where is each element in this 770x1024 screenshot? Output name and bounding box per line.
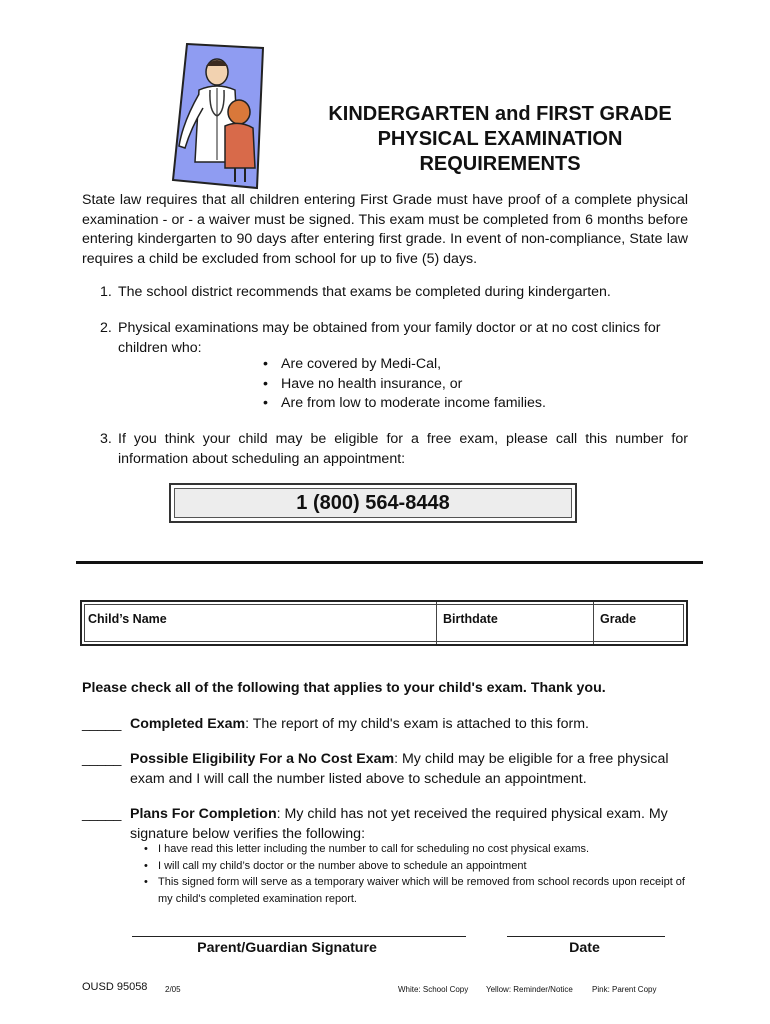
option-plans-for-completion (82, 805, 692, 844)
option-text: : My child may be eligible for a free physical exam and I will call the number listed above to schedule an appointment. (130, 751, 669, 787)
list-item-1 (100, 283, 690, 303)
parent-signature-label: Parent/Guardian Signature (197, 940, 377, 956)
bullet-icon: • (144, 843, 148, 855)
title-line-1: KINDERGARTEN and FIRST GRADE (328, 103, 672, 125)
bullet-icon: • (144, 859, 148, 872)
child-name-label: Child’s Name (88, 612, 167, 626)
option-label: Possible Eligibility For a No Cost Exam (130, 751, 395, 767)
option-completed-exam (82, 715, 692, 735)
copy-white: White: School Copy (398, 985, 469, 994)
grade-field[interactable] (594, 602, 690, 644)
verification-item: • I have read this letter including the number to call for scheduling no cost physical exams. (138, 841, 698, 858)
option-text: : The report of my child's exam is attached to this form. (245, 716, 589, 732)
title-line-3: REQUIREMENTS (419, 153, 581, 175)
grade-label: Grade (600, 612, 637, 626)
copy-yellow: Yellow: Reminder/Notice (486, 985, 573, 994)
phone-number-box (169, 483, 577, 523)
option-text: : My child has not yet received the required physical exam. My signature below verifies the following: (130, 806, 668, 842)
phone-number: 1 (800) 564-8448 (296, 491, 450, 514)
doctor-with-child-icon (165, 42, 265, 192)
title-line-2: PHYSICAL EXAMINATION (377, 128, 623, 150)
divider (76, 561, 703, 564)
list-item-3 (100, 430, 688, 469)
bullet-icon: • (263, 356, 268, 372)
verification-list (138, 841, 698, 907)
birthdate-label: Birthdate (443, 612, 498, 626)
form-revision: 2/05 (165, 985, 181, 994)
birthdate-field[interactable] (437, 602, 594, 644)
criteria-item: • Are from low to moderate income families. (263, 394, 546, 414)
criteria-list (263, 355, 546, 414)
option-no-cost-eligibility (82, 750, 692, 789)
criteria-item: • Are covered by Medi-Cal, (263, 355, 546, 375)
checkbox-blank[interactable]: _____ (82, 751, 122, 767)
list-number: 1. (100, 284, 112, 300)
child-name-field[interactable] (82, 602, 437, 644)
check-instructions: Please check all of the following that applies to your child's exam. Thank you. (82, 680, 606, 696)
copy-pink: Pink: Parent Copy (592, 985, 657, 994)
doctor-child-clipart (165, 42, 265, 192)
page-title (300, 102, 700, 177)
bullet-icon: • (263, 395, 268, 411)
option-label: Plans For Completion (130, 806, 277, 822)
date-label: Date (569, 940, 600, 956)
parent-signature-line[interactable] (132, 936, 466, 937)
bullet-icon: • (144, 876, 148, 888)
list-text: If you think your child may be eligible for a free exam, please call this number for information about scheduling an appointment: (118, 431, 688, 467)
bullet-icon: • (263, 375, 268, 392)
criteria-item: • Have no health insurance, or (263, 375, 546, 395)
list-number: 3. (100, 431, 112, 447)
date-line[interactable] (507, 936, 665, 937)
option-label: Completed Exam (130, 716, 246, 732)
form-number: OUSD 95058 (82, 981, 148, 993)
checkbox-blank[interactable]: _____ (82, 806, 122, 822)
checkbox-blank[interactable]: _____ (82, 716, 122, 732)
list-number: 2. (100, 320, 112, 336)
list-item-2 (100, 319, 690, 358)
list-text: Physical examinations may be obtained from your family doctor or at no cost clinics for children who: (118, 320, 661, 356)
verification-item: • This signed form will serve as a temporary waiver which will be removed from school records upon receipt of my child's completed examination report. (144, 876, 685, 905)
child-info-table (80, 600, 688, 646)
list-text: The school district recommends that exams be completed during kindergarten. (118, 284, 611, 300)
intro-paragraph: State law requires that all children entering First Grade must have proof of a complete physical examination - or - a waiver must be signed. This exam must be completed from 6 months before entering kindergarten to 90 days after entering first grade. In event of non-compliance, State law requires a child be excluded from school for up to five (5) days. (82, 192, 688, 267)
verification-item: • I will call my child’s doctor or the number above to schedule an appointment (138, 858, 698, 875)
